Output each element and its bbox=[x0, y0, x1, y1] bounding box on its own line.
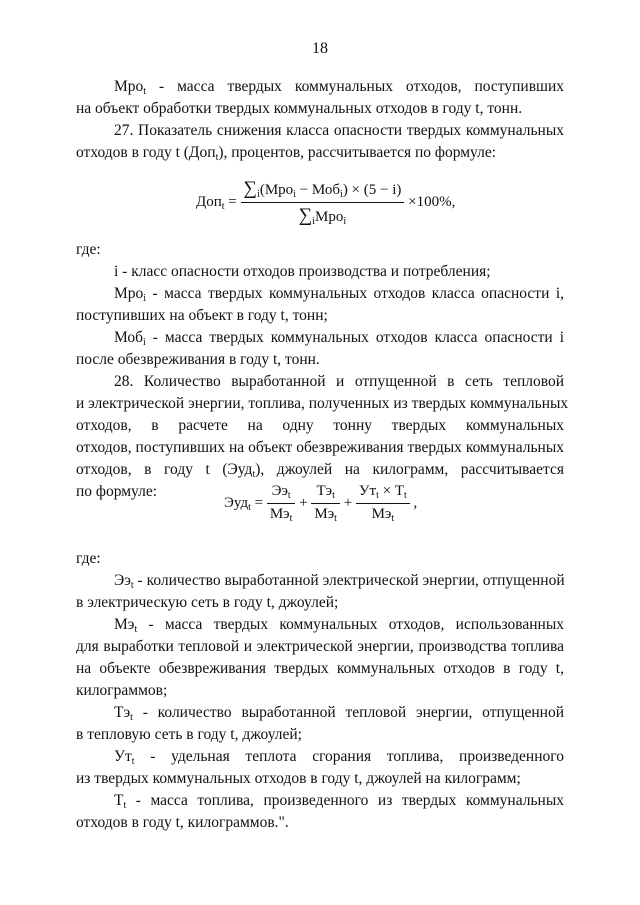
text-line: поступивших на объект в году t, тонн; bbox=[76, 307, 328, 324]
text-line: из твердых коммунальных отходов в году t, джоулей на килограмм; bbox=[76, 770, 521, 787]
text-line: $Т_t$ - масса топлива, произведенного из твердых коммунальных bbox=[114, 792, 564, 811]
text-line: Моб$_i$ - масса твердых коммунальных отходов класса опасности i bbox=[114, 329, 564, 348]
text-line: для выработки тепловой и электрической энергии, производства топлива bbox=[76, 638, 564, 655]
text-line: i - класс опасности отходов производства и потребления; bbox=[114, 263, 491, 280]
text-line: где: bbox=[76, 550, 101, 567]
text-line: Мро$_t$ - масса твердых коммунальных отходов, поступивших bbox=[114, 78, 564, 97]
text-line: 28. Количество выработанной и отпущенной в сеть тепловой bbox=[114, 373, 564, 390]
formula-fraction: $\frac{Ут_t \times Т_t}{Мэ_t}$ bbox=[356, 483, 410, 524]
text-line: в электрическую сеть в году t, джоулей; bbox=[76, 594, 339, 611]
text-line: где: bbox=[76, 241, 101, 258]
text-line: в тепловую сеть в году t, джоулей; bbox=[76, 726, 302, 743]
text-line: по формуле: bbox=[76, 483, 158, 500]
text-line: после обезвреживания в году t, тонн. bbox=[76, 351, 320, 368]
formula-fraction: $\frac{\sum_i(Мро_i - Моб_i) \times (5 - i)}{\sum_iМро_i}$ bbox=[241, 178, 405, 227]
text-line: отходов, поступивших на объект обезвреживания твердых коммунальных bbox=[76, 439, 564, 456]
text-line: на объекте обезвреживания твердых коммунальных отходов в году t, bbox=[76, 660, 564, 677]
text-line: 27. Показатель снижения класса опасности твердых коммунальных bbox=[114, 122, 564, 139]
text-line: $Мэ_t$ - масса твердых коммунальных отходов, использованных bbox=[114, 616, 564, 635]
text-line: Мро$_i$ - масса твердых коммунальных отходов класса опасности i, bbox=[114, 285, 564, 304]
page-number: 18 bbox=[312, 40, 328, 57]
formula-energy-per-ton: Эуд$_t$ = $\frac{Ээ_t}{Мэ_t}$ + $\frac{Тэ_t}{Мэ_t}$ + $\frac{Ут_t \times Т_t}{Мэ_t}$ , bbox=[224, 483, 418, 524]
text-line: килограммов; bbox=[76, 682, 168, 699]
formula-hazard-reduction: Доп$_t$ = $\frac{\sum_i(Мро_i - Моб_i) \times (5 - i)}{\sum_iМро_i}$ ×100%, bbox=[196, 178, 456, 227]
text-line: $Тэ_t$ - количество выработанной тепловой энергии, отпущенной bbox=[114, 704, 564, 723]
formula-fraction: $\frac{Ээ_t}{Мэ_t}$ bbox=[267, 483, 296, 524]
text-line: отходов, в году t (Эуд$_t$), джоулей на килограмм, рассчитывается bbox=[76, 461, 564, 480]
text-line: $Ээ_t$ - количество выработанной электрической энергии, отпущенной bbox=[114, 572, 565, 591]
text-line: отходов в году t (Доп$_t$), процентов, рассчитывается по формуле: bbox=[76, 144, 497, 163]
text-line: отходов в году t, килограммов.". bbox=[76, 814, 289, 831]
text-line: на объект обработки твердых коммунальных отходов в году t, тонн. bbox=[76, 100, 523, 117]
text-line: отходов, в расчете на одну тонну твердых коммунальных bbox=[76, 417, 564, 434]
text-line: $Ут_t$ - удельная теплота сгорания топлива, произведенного bbox=[114, 748, 564, 767]
formula-fraction: $\frac{Тэ_t}{Мэ_t}$ bbox=[311, 483, 340, 524]
text-line: и электрической энергии, топлива, полученных из твердых коммунальных bbox=[76, 395, 569, 412]
